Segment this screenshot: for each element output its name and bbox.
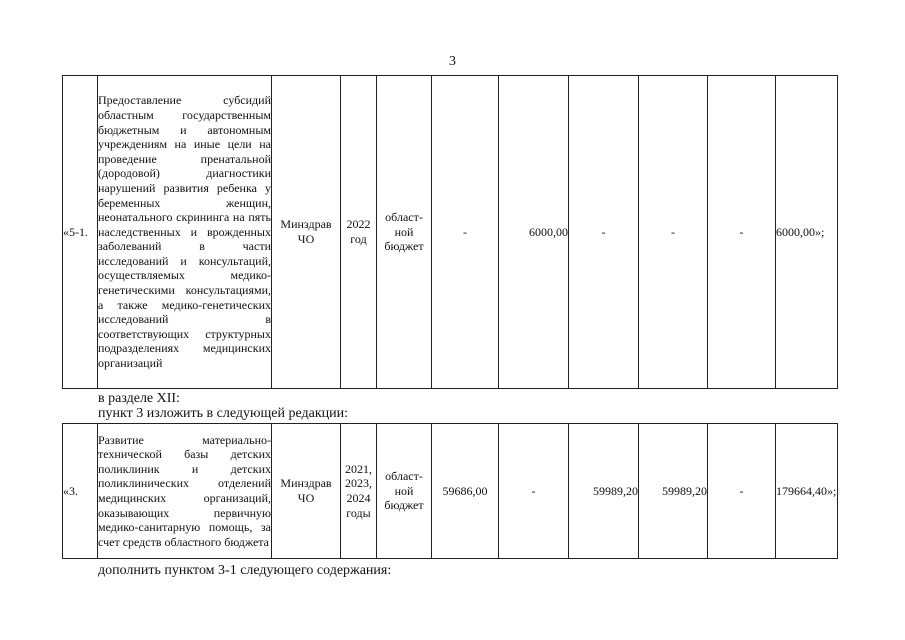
funding-source: област-ной бюджет — [377, 424, 432, 559]
value-col-1: - — [432, 76, 499, 389]
value-col-2: 6000,00 — [499, 76, 569, 389]
point-3-1-instruction: дополнить пунктом 3-1 следующего содержания: — [98, 563, 392, 578]
point-3-instruction: пункт 3 изложить в следующей редакции: — [98, 406, 348, 421]
item-description: Предоставление субсидий областным государственным бюджетным и автономным учреждениям на иные цели на проведение пренатальной (дородовой) диагностики нарушений развития ребенка у беременных женщин, неонатального скрининга на пять наследственных и врожденных заболеваний в части исследований и консультаций, осуществляемых медико-генетическими консультациями, а также медико-генетических исследований в соответствующих структурных подразделениях медицинских организаций — [98, 76, 272, 389]
executor: Минздрав ЧО — [272, 424, 341, 559]
funding-source: област-ной бюджет — [377, 76, 432, 389]
program-table-row-5-1 — [62, 75, 838, 389]
value-col-1: 59686,00 — [432, 424, 499, 559]
total-value: 6000,00»; — [776, 76, 838, 389]
value-col-3: - — [569, 76, 639, 389]
item-number: «5-1. — [63, 76, 98, 389]
value-col-3: 59989,20 — [569, 424, 639, 559]
program-table-row-3 — [62, 423, 838, 559]
section-heading-text: в разделе XII: — [98, 391, 180, 406]
executor: Минздрав ЧО — [272, 76, 341, 389]
page-number: 3 — [449, 54, 456, 69]
item-number: «3. — [63, 424, 98, 559]
item-description: Развитие материально-технической базы детских поликлиник и детских поликлинических отделений медицинских организаций, оказывающих первичную медико-санитарную помощь, за счет средств областного бюджета — [98, 424, 272, 559]
value-col-4: - — [639, 76, 708, 389]
years: 2022 год — [341, 76, 377, 389]
value-col-5: - — [708, 76, 776, 389]
value-col-5: - — [708, 424, 776, 559]
years: 2021, 2023, 2024 годы — [341, 424, 377, 559]
value-col-2: - — [499, 424, 569, 559]
total-value: 179664,40»; — [776, 424, 838, 559]
value-col-4: 59989,20 — [639, 424, 708, 559]
